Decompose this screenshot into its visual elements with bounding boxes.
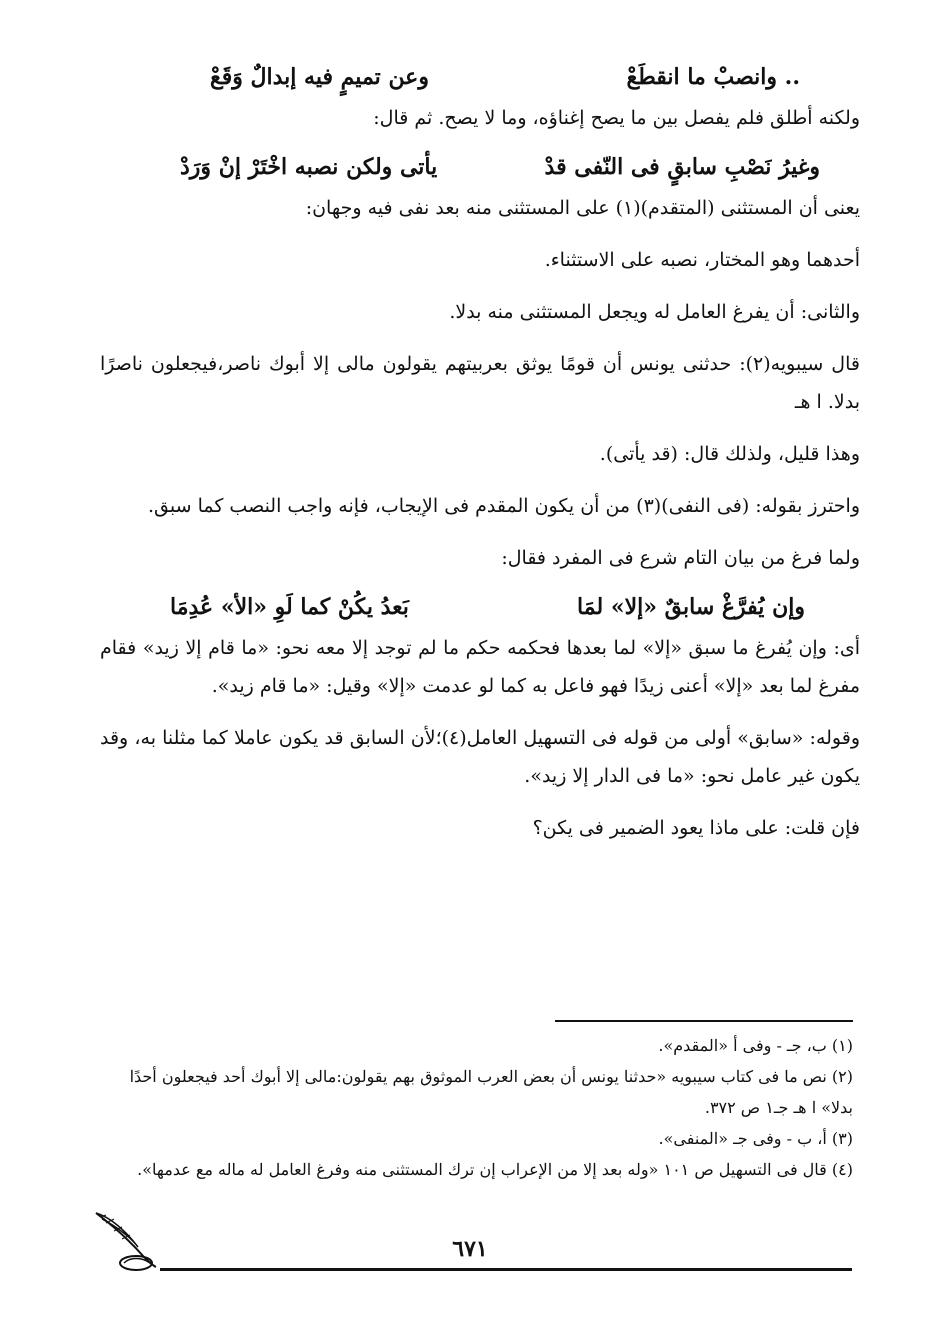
verse-3-second-hemistich: بَعدُ يكُنْ كما لَوِ «الأ» عُدِمَا [170, 594, 409, 620]
quill-ornament-icon [92, 1205, 162, 1275]
paragraph-2: يعنى أن المستثنى (المتقدم)(١) على المستثنى منه بعد نفى فيه وجهان: [305, 197, 860, 219]
footnotes [105, 1030, 853, 1185]
footnote-4: (٤) قال فى التسهيل ص ١٠١ «وله بعد إلا من الإعراب إن ترك المستثنى منه وفرغ العامل له ماله مع عدمها». [137, 1160, 853, 1179]
paragraph-4: والثانى: أن يفرغ العامل له ويجعل المستثنى منه بدلا. [449, 301, 860, 323]
footnote-3: (٣) أ، ب - وفى جـ «المنفى». [658, 1129, 853, 1148]
verse-2-first-hemistich: وغيرُ نَصْبِ سابقٍ فى النّفى قدْ [544, 154, 820, 180]
paragraph-6: وهذا قليل، ولذلك قال: (قد يأتى). [599, 443, 860, 465]
verse-3 [100, 585, 860, 629]
footnote-2: (٢) نص ما فى كتاب سيبويه «حدثنا يونس أن بعض العرب الموثوق بهم يقولون:مالى إلا أبوك أحد فيجعلون أحدًا بدلا» ا هـ جـ١ ص ٣٧٢. [129, 1067, 853, 1117]
footnote-1: (١) ب، جـ - وفى أ «المقدم». [658, 1036, 853, 1055]
paragraph-5: قال سيبويه(٢): حدثنى يونس أن قومًا يوثق بعربيتهم يقولون مالى إلا أبوك ناصر،فيجعلون ناصرًا بدلا. ا هـ [100, 353, 860, 413]
verse-2 [100, 145, 860, 189]
paragraph-11: فإن قلت: على ماذا يعود الضمير فى يكن؟ [532, 817, 860, 839]
verse-1-second-hemistich: وعن تميمٍ فيه إبدالٌ وَقَعْ [210, 64, 429, 90]
verse-2-second-hemistich: يأتى ولكن نصبه اخْتَرْ إنْ وَرَدْ [180, 154, 438, 180]
bottom-rule [160, 1268, 852, 1271]
paragraph-8: ولما فرغ من بيان التام شرع فى المفرد فقال: [501, 547, 860, 569]
paragraph-10: وقوله: «سابق» أولى من قوله فى التسهيل العامل(٤)؛لأن السابق قد يكون عاملا كما مثلنا به، وقد يكون غير عامل نحو: «ما فى الدار إلا زيد». [100, 727, 861, 787]
verse-1 [100, 55, 860, 99]
footnote-separator [555, 1020, 853, 1022]
paragraph-3: أحدهما وهو المختار، نصبه على الاستثناء. [544, 249, 860, 271]
verse-1-first-hemistich: .. وانصبْ ما انقطَعْ [626, 64, 800, 90]
page-number: ٦٧١ [452, 1236, 488, 1262]
verse-3-first-hemistich: وإن يُفرَّغْ سابقٌ «إلا» لمَا [577, 594, 805, 620]
paragraph-1: ولكنه أطلق فلم يفصل بين ما يصح إغناؤه، وما لا يصح. ثم قال: [373, 107, 860, 129]
main-text [100, 55, 860, 861]
paragraph-7: واحترز بقوله: (فى النفى)(٣) من أن يكون المقدم فى الإيجاب، فإنه واجب النصب كما سبق. [148, 495, 860, 517]
paragraph-9: أى: وإن يُفرغ ما سبق «إلا» لما بعدها فحكمه حكم ما لم توجد إلا معه نحو: «ما قام إلا زيد» فقام مفرغ لما بعد «إلا» أعنى زيدًا فهو فاعل به كما لو عدمت «إلا» وقيل: «ما قام زيد». [100, 637, 860, 697]
